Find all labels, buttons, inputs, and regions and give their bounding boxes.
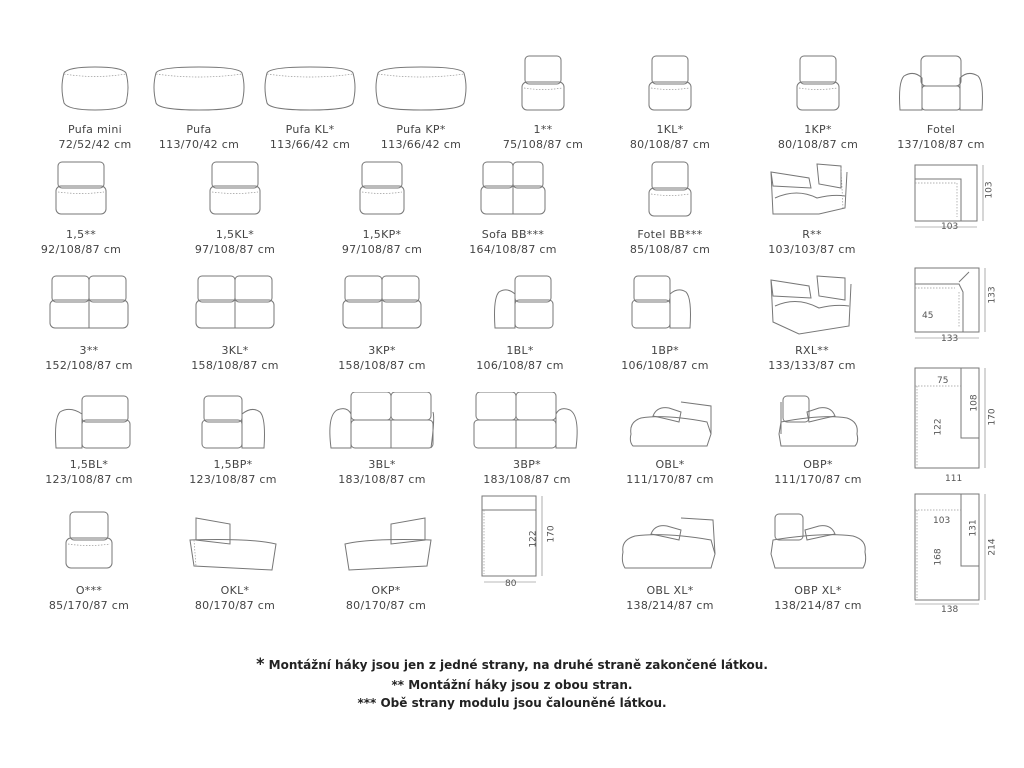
module-3bl: [307, 392, 457, 512]
module-1-5kl: [160, 158, 310, 278]
module-name: Pufa KL*: [285, 123, 335, 136]
lounger-icon: [311, 510, 461, 580]
module-3kp: [307, 272, 457, 392]
corner-seat-icon: [737, 158, 887, 228]
module-name: 1BP*: [651, 344, 679, 357]
module-1-5bl: [14, 392, 164, 512]
module-dims: 85/108/87 cm: [629, 243, 711, 256]
module-dims: 72/52/42 cm: [58, 138, 132, 151]
armchair-icon: [866, 52, 1016, 122]
plan-height-label: 170: [546, 525, 557, 543]
module-1-5bp: [158, 392, 308, 512]
module-dims: 106/108/87 cm: [621, 359, 709, 372]
module-name: 1,5**: [66, 228, 96, 241]
double-seat-icon: [307, 272, 457, 342]
module-name: OKP*: [371, 584, 401, 597]
module-name: Fotel BB***: [637, 228, 703, 241]
single-seat-icon: [595, 52, 745, 122]
module-okp: [311, 510, 461, 630]
module-dims: 123/108/87 cm: [45, 473, 133, 486]
seat-with-left-arm-icon: [445, 272, 595, 342]
plan-c-label: 122: [528, 530, 539, 548]
module-dims: 138/214/87 cm: [774, 599, 862, 612]
module-name: 3BL*: [368, 458, 396, 471]
single-seat-icon: [14, 510, 164, 580]
plan-outline: [905, 366, 1005, 486]
single-seat-icon: [160, 158, 310, 228]
double-seat-icon: [14, 272, 164, 342]
module-name: 1BL*: [506, 344, 534, 357]
module-name: 1KP*: [804, 123, 832, 136]
module-dims: 183/108/87 cm: [483, 473, 571, 486]
module-1-5kp: [307, 158, 457, 278]
module-name: 3**: [79, 344, 99, 357]
chaise-icon: [595, 510, 745, 580]
module-obp-xl: [743, 510, 893, 630]
plan-width-label: 138: [941, 605, 959, 615]
plan-height-label: 103: [984, 181, 995, 199]
sofa-with-arm-icon: [452, 392, 602, 462]
module-3: [14, 272, 164, 392]
module-name: 3BP*: [513, 458, 541, 471]
module-name: OKL*: [220, 584, 250, 597]
module-fotel-bb: [595, 158, 745, 278]
plan-obl: [905, 366, 1005, 486]
plan-r: [905, 155, 1005, 235]
module-name: 3KL*: [221, 344, 249, 357]
module-r: [737, 158, 887, 278]
chaise-icon: [595, 392, 745, 462]
module-dims: 113/70/42 cm: [158, 138, 240, 151]
module-obp: [743, 392, 893, 512]
seat-with-right-arm-icon: [158, 392, 308, 462]
plan-rxl: [905, 262, 1005, 352]
module-name: Pufa KP*: [396, 123, 446, 136]
module-name: OBP*: [803, 458, 833, 471]
module-1kl: [595, 52, 745, 172]
module-dims: 164/108/87 cm: [469, 243, 557, 256]
module-dims: 133/133/87 cm: [768, 359, 856, 372]
module-dims: 92/108/87 cm: [40, 243, 122, 256]
plan-width-label: 103: [941, 222, 959, 232]
sofa-with-arm-icon: [307, 392, 457, 462]
module-sofa-bb: [438, 158, 588, 278]
plan-a-label: 103: [933, 516, 951, 526]
module-obl: [595, 392, 745, 512]
module-name: Sofa BB***: [481, 228, 545, 241]
module-name: 1,5KP*: [362, 228, 402, 241]
module-name: Pufa mini: [67, 123, 123, 136]
module-dims: 85/170/87 cm: [48, 599, 130, 612]
module-name: OBL*: [655, 458, 685, 471]
plan-c-label: 168: [933, 548, 944, 566]
double-seat-icon: [438, 158, 588, 228]
seat-with-left-arm-icon: [14, 392, 164, 462]
footnote-2: ** Montážní háky jsou z obou stran.: [391, 678, 633, 692]
plan-obl-xl: [905, 490, 1005, 620]
module-name: 1,5BL*: [69, 458, 109, 471]
module-dims: 103/103/87 cm: [768, 243, 856, 256]
module-dims: 75/108/87 cm: [502, 138, 584, 151]
module-name: Pufa: [186, 123, 212, 136]
plan-height-label: 214: [987, 538, 998, 556]
double-seat-icon: [160, 272, 310, 342]
module-dims: 80/108/87 cm: [629, 138, 711, 151]
footnote-text: Montážní háky jsou jen z jedné strany, na druhé straně zakončené látkou.: [264, 658, 768, 672]
module-dims: 111/170/87 cm: [774, 473, 862, 486]
module-name: 1**: [533, 123, 553, 136]
plan-inner-label: 45: [922, 311, 934, 321]
module-name: RXL**: [795, 344, 829, 357]
module-name: Fotel: [926, 123, 956, 136]
chaise-icon: [743, 392, 893, 462]
module-dims: 123/108/87 cm: [189, 473, 277, 486]
module-1-5: [6, 158, 156, 278]
module-name: 1,5KL*: [215, 228, 255, 241]
module-dims: 97/108/87 cm: [194, 243, 276, 256]
module-dims: 152/108/87 cm: [45, 359, 133, 372]
plan-height-label: 170: [987, 408, 998, 426]
module-o: [14, 510, 164, 630]
module-dims: 80/108/87 cm: [777, 138, 859, 151]
module-dims: 158/108/87 cm: [191, 359, 279, 372]
module-dims: 80/170/87 cm: [345, 599, 427, 612]
module-1bp: [590, 272, 740, 392]
module-dims: 113/66/42 cm: [269, 138, 351, 151]
seat-with-right-arm-icon: [590, 272, 740, 342]
plan-b-label: 108: [969, 394, 980, 412]
plan-height-label: 133: [987, 286, 998, 304]
corner-seat-icon: [737, 272, 887, 342]
plan-b-label: 131: [968, 519, 979, 537]
module-dims: 138/214/87 cm: [626, 599, 714, 612]
module-name: 3KP*: [368, 344, 396, 357]
plan-okl: [470, 492, 570, 592]
module-dims: 111/170/87 cm: [626, 473, 714, 486]
module-okl: [160, 510, 310, 630]
plan-width-label: 133: [941, 334, 959, 344]
module-name: 1,5BP*: [213, 458, 253, 471]
module-name: 1KL*: [656, 123, 684, 136]
module-name: R**: [802, 228, 822, 241]
module-dims: 137/108/87 cm: [897, 138, 985, 151]
single-seat-icon: [595, 158, 745, 228]
module-dims: 80/170/87 cm: [194, 599, 276, 612]
module-dims: 113/66/42 cm: [380, 138, 462, 151]
single-seat-icon: [6, 158, 156, 228]
plan-a-label: 75: [937, 376, 949, 386]
lounger-icon: [160, 510, 310, 580]
footnote-3: *** Obě strany modulu jsou čalouněné látkou.: [357, 696, 667, 710]
module-dims: 97/108/87 cm: [341, 243, 423, 256]
module-obl-xl: [595, 510, 745, 630]
module-dims: 158/108/87 cm: [338, 359, 426, 372]
module-name: OBP XL*: [794, 584, 842, 597]
chaise-icon: [743, 510, 893, 580]
module-name: OBL XL*: [646, 584, 694, 597]
footnote-1: [0, 654, 1024, 673]
module-rxl: [737, 272, 887, 392]
module-name: O***: [75, 584, 103, 597]
module-fotel: [866, 52, 1016, 172]
module-1bl: [445, 272, 595, 392]
module-dims: 106/108/87 cm: [476, 359, 564, 372]
plan-width-label: 80: [505, 579, 517, 589]
module-3kl: [160, 272, 310, 392]
single-seat-icon: [307, 158, 457, 228]
plan-c-label: 122: [933, 418, 944, 436]
module-dims: 183/108/87 cm: [338, 473, 426, 486]
footnote-star: *: [256, 654, 265, 673]
plan-width-label: 111: [945, 474, 963, 484]
